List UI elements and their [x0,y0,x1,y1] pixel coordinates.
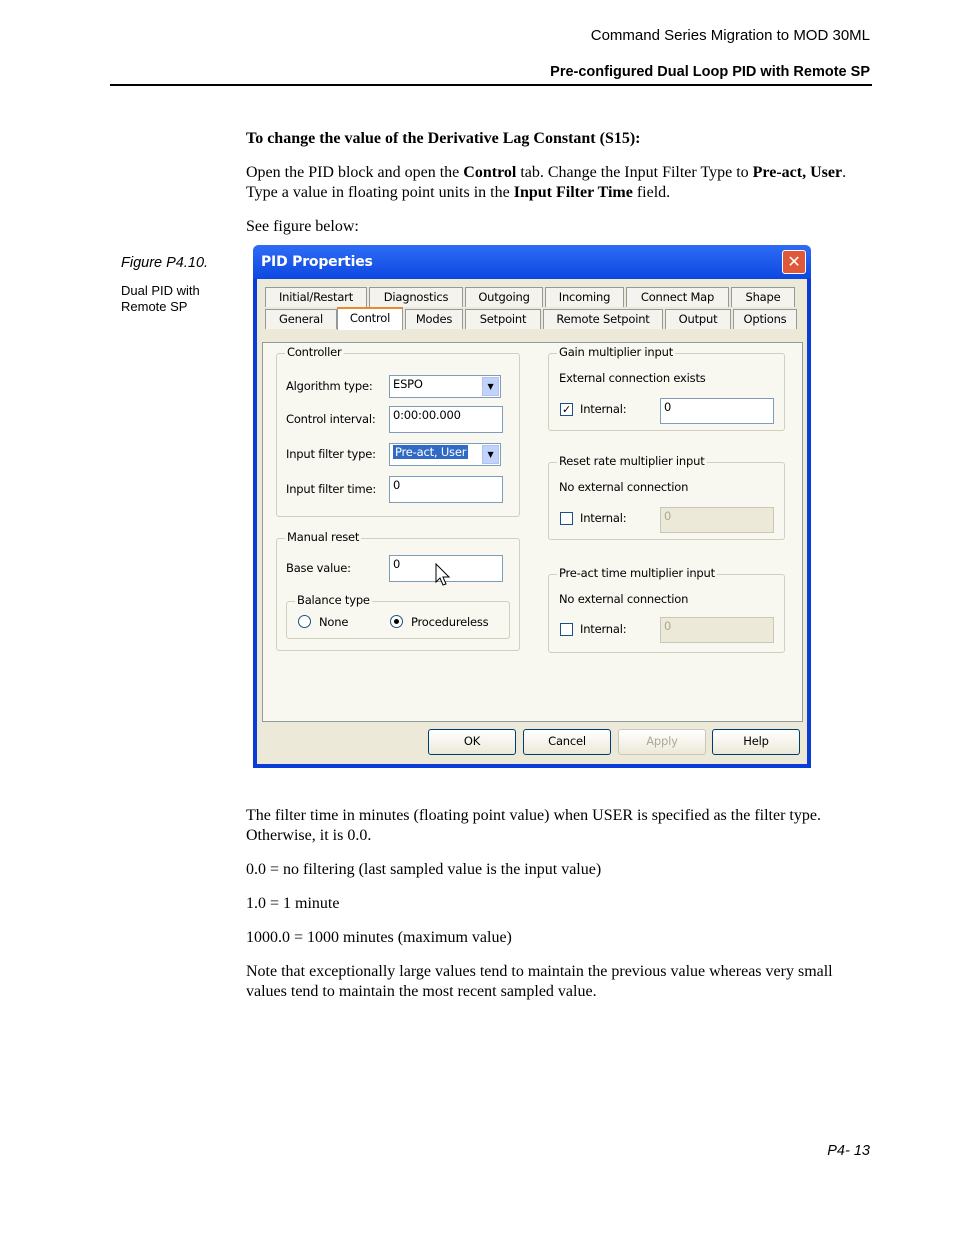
page-number: P4- 13 [827,1143,870,1159]
radio-selected-dot [394,619,399,624]
tab-options[interactable]: Options [733,309,797,329]
gain-internal-checkbox[interactable] [560,403,573,416]
dialog-titlebar[interactable] [253,245,811,279]
reset-rate-multiplier-group [548,454,785,540]
chevron-down-icon[interactable]: ▼ [482,445,499,464]
dialog-client-area [257,279,807,764]
reset-rate-internal-input: 0 [660,507,774,533]
tab-setpoint[interactable]: Setpoint [465,309,541,329]
instr-bold-control: Control [463,164,517,181]
tab-initial-restart[interactable]: Initial/Restart [265,287,367,307]
ok-button[interactable]: OK [428,729,516,755]
tab-connect-map[interactable]: Connect Map [626,287,729,307]
one-minute-line: 1.0 = 1 minute [246,895,340,912]
tab-control[interactable]: Control [337,307,403,330]
balance-procedureless-radio[interactable] [390,615,403,628]
algorithm-type-value: ESPO [393,377,423,391]
instruction-paragraph [246,163,872,203]
tab-general[interactable]: General [265,309,337,329]
gain-internal-input[interactable]: 0 [660,398,774,424]
filter-time-paragraph: The filter time in minutes (floating point value) when USER is specified as the filter type. Otherwise, it is 0.0. [246,807,821,844]
section-heading: To change the value of the Derivative Lag Constant (S15): [246,130,641,147]
instr-text-1: Open the PID block and open the [246,164,464,181]
running-header-subtitle: Pre-configured Dual Loop PID with Remote SP [550,64,870,80]
running-header-title: Command Series Migration to MOD 30ML [590,27,870,44]
input-filter-type-label: Input filter type: [286,447,376,461]
instr-bold-preact: Pre-act, User [752,164,843,181]
preact-multiplier-group [548,566,785,653]
base-value-input[interactable]: 0 [389,555,503,582]
preact-internal-label: Internal: [580,622,627,636]
control-interval-input[interactable]: 0:00:00.000 [389,406,503,433]
apply-button[interactable]: Apply [618,729,706,755]
tab-shape[interactable]: Shape [731,287,795,307]
note-paragraph: Note that exceptionally large values tend to maintain the previous value whereas very small values tend to maintain the most recent sampled value. [246,963,833,1000]
control-tab-panel [262,342,803,722]
tab-output[interactable]: Output [665,309,731,329]
tab-modes[interactable]: Modes [405,309,463,329]
dialog-title: PID Properties [261,254,373,270]
max-value-line: 1000.0 = 1000 minutes (maximum value) [246,929,512,946]
preact-title: Pre-act time multiplier input [559,566,715,580]
tab-remote-setpoint[interactable]: Remote Setpoint [543,309,663,329]
preact-internal-input: 0 [660,617,774,643]
tab-incoming[interactable]: Incoming [545,287,624,307]
control-interval-label: Control interval: [286,412,376,426]
algorithm-type-select[interactable] [389,375,501,398]
reset-rate-internal-label: Internal: [580,511,627,525]
reset-rate-internal-checkbox[interactable] [560,512,573,525]
input-filter-type-select[interactable] [389,443,501,466]
gain-multiplier-title: Gain multiplier input [559,345,674,359]
balance-none-label: None [319,615,349,629]
controller-group [276,345,520,517]
balance-type-group [286,593,510,639]
balance-procedureless-label: Procedureless [411,615,489,629]
chevron-down-icon[interactable]: ▼ [482,377,499,396]
balance-none-radio[interactable] [298,615,311,628]
gain-multiplier-group [548,345,785,431]
gain-internal-label: Internal: [580,402,627,416]
algorithm-type-label: Algorithm type: [286,379,373,393]
cancel-button[interactable]: Cancel [523,729,611,755]
input-filter-type-value: Pre-act, User [395,445,467,459]
help-button[interactable]: Help [712,729,800,755]
reset-rate-title: Reset rate multiplier input [559,454,705,468]
base-value-label: Base value: [286,561,351,575]
input-filter-time-input[interactable]: 0 [389,476,503,503]
header-rule [110,84,872,86]
reset-rate-status-text: No external connection [559,480,689,494]
figure-label: Figure P4.10. [121,255,209,271]
instr-text-3: . Type a value in floating point units in the [246,164,847,201]
instr-text-4: field. [632,184,671,201]
manual-reset-group [276,530,520,651]
checkmark-icon: ✓ [561,403,572,416]
tab-outgoing[interactable]: Outgoing [465,287,543,307]
preact-status-text: No external connection [559,592,689,606]
instr-bold-filter-time: Input Filter Time [513,184,633,201]
figure-caption: Dual PID with Remote SP [121,283,200,314]
mouse-pointer-icon [435,563,451,587]
no-filter-line: 0.0 = no filtering (last sampled value is the input value) [246,861,602,878]
tab-diagnostics[interactable]: Diagnostics [369,287,463,307]
see-figure-text: See figure below: [246,218,359,235]
preact-internal-checkbox[interactable] [560,623,573,636]
controller-group-title: Controller [287,345,342,359]
manual-reset-group-title: Manual reset [287,530,360,544]
balance-type-title: Balance type [297,593,370,607]
gain-status-text: External connection exists [559,371,706,385]
instr-text-2: tab. Change the Input Filter Type to [516,164,753,181]
input-filter-time-label: Input filter time: [286,482,377,496]
close-icon[interactable]: ✕ [782,250,806,274]
pid-properties-dialog [253,245,811,768]
